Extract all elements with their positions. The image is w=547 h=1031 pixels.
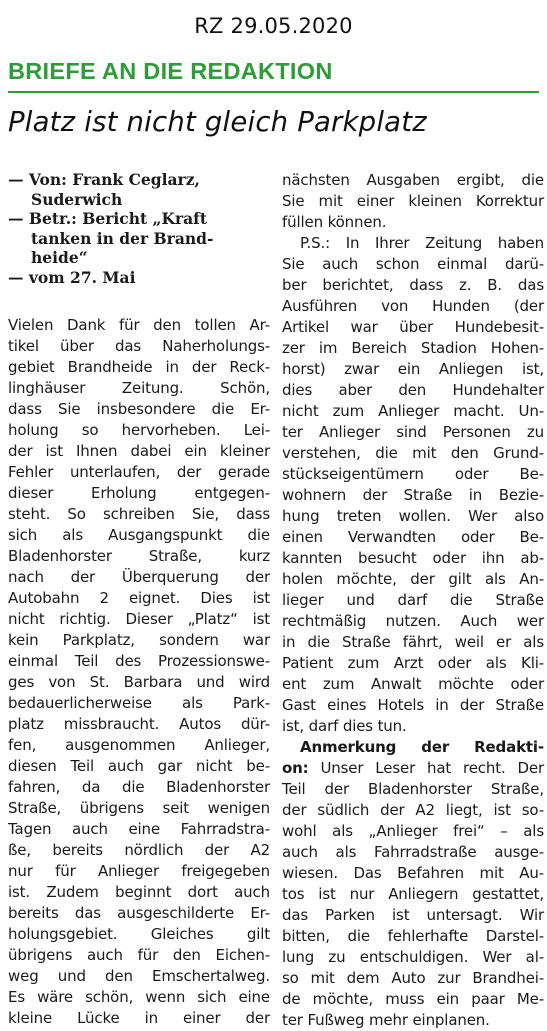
text-line: ist, darf dies tun. xyxy=(282,717,407,735)
text-line: Sie mit einer kleinen Korrektur xyxy=(282,192,544,210)
meta-line: — vom 27. Mai xyxy=(8,267,136,287)
text-line: wohnern der Straße in Bezie- xyxy=(282,486,544,504)
meta-line: Suderwich xyxy=(31,189,123,209)
meta-line: — Von: Frank Ceglarz, xyxy=(8,170,200,189)
text-line: übrigens auch für den Eichen- xyxy=(8,946,270,964)
text-line: nicht zum Anlieger macht. Un- xyxy=(282,402,544,420)
text-line: steht. So schreiben Sie, dass xyxy=(8,505,270,523)
text-line: Tagen auch eine Fahrradstra- xyxy=(8,820,270,838)
text-line: de möchte, muss ein paar Me- xyxy=(282,990,544,1008)
meta-line: tanken in der Brand- xyxy=(31,228,214,248)
text-line: Sie auch schon einmal darü- xyxy=(282,255,544,273)
text-line: weg und den Emschertalweg. xyxy=(8,967,270,985)
text-line: nach der Überquerung der xyxy=(8,568,270,586)
text-line: Vielen Dank für den tollen Ar- xyxy=(8,316,270,334)
text-line: verstehen, die mit den Grund- xyxy=(282,444,544,462)
text-line: ist. Zudem beginnt dort auch xyxy=(8,883,270,901)
text-line: kannten besucht oder ihn ab- xyxy=(282,549,544,567)
text-line: P.S.: In Ihrer Zeitung haben xyxy=(300,234,544,252)
text-line: holung so hervorheben. Lei- xyxy=(8,421,270,439)
text-line: ent zum Anwalt möchte oder xyxy=(282,675,544,693)
text-line: fen, ausgenommen Anlieger, xyxy=(8,736,270,754)
text-line: sich als Ausgangspunkt die xyxy=(8,526,270,544)
text-line: bitten, die fehlerhafte Darstel- xyxy=(282,927,544,945)
text-line: Teil der Bladenhorster Straße, xyxy=(282,780,544,798)
letter-body-continued xyxy=(282,170,544,233)
text-line: Es wäre schön, wenn sich eine xyxy=(8,988,270,1006)
text-line: ter Fußweg mehr einplanen. xyxy=(282,1011,490,1029)
text-line: das Parken ist untersagt. Wir xyxy=(282,906,544,924)
editor-note xyxy=(282,737,544,1031)
text-line: füllen können. xyxy=(282,213,387,231)
editor-note-label-end: on: xyxy=(282,759,309,777)
meta-line: — Betr.: Bericht „Kraft xyxy=(8,209,207,228)
text-line: platz missbraucht. Autos dür- xyxy=(8,715,270,733)
meta-line: heide“ xyxy=(31,248,88,267)
text-line: linghäuser Zeitung. Schön, xyxy=(8,379,270,397)
text-line: kein Parkplatz, sondern war xyxy=(8,631,270,649)
text-line: Artikel war über Hundebesit- xyxy=(282,318,544,336)
text-line: horst) zwar ein Anliegen ist, xyxy=(282,360,544,378)
text-line: dieser Erholung entgegen- xyxy=(8,484,270,502)
text-line: Gast eines Hotels in der Straße xyxy=(282,696,544,714)
text-line: so mit dem Auto zur Brandhei- xyxy=(282,969,544,987)
text-line: ße, bereits nördlich der A2 xyxy=(8,841,270,859)
text-line: Straße, übrigens seit wenigen xyxy=(8,799,270,817)
text-line: tikel über das Naherholungs- xyxy=(8,337,270,355)
text-line: holungsgebiet. Gleiches gilt xyxy=(8,925,270,943)
text-line: dies aber den Hundehalter xyxy=(282,381,544,399)
text-line: wiesen. Das Befahren mit Au- xyxy=(282,864,544,882)
text-line: einmal Teil des Prozessionswe- xyxy=(8,652,270,670)
text-line: Fehler unterlaufen, der gerade xyxy=(8,463,270,481)
text-line: ter Anlieger sind Personen zu xyxy=(282,423,544,441)
text-line: zer im Bereich Stadion Hohen- xyxy=(282,339,544,357)
section-title: BRIEFE AN DIE REDAKTION xyxy=(8,58,333,84)
text-line: stückseigentümern oder Be- xyxy=(282,465,544,483)
text-line: auch als Fahrradstraße ausge- xyxy=(282,843,544,861)
text-line: nur für Anlieger freigegeben xyxy=(8,862,270,880)
text-line: nächsten Ausgaben ergibt, die xyxy=(282,171,544,189)
right-column xyxy=(282,170,544,1031)
text-line: rechtmäßig nutzen. Auch wer xyxy=(282,612,544,630)
text-line: Bladenhorster Straße, kurz xyxy=(8,547,270,565)
text-line: hung treten wollen. Wer also xyxy=(282,507,544,525)
section-divider xyxy=(8,91,539,93)
text-line: ber berichtet, dass z. B. das xyxy=(282,276,544,294)
text-line-rest: Unser Leser hat recht. Der xyxy=(308,759,544,777)
text-line: bereits das ausgeschilderte Er- xyxy=(8,904,270,922)
text-line: gebiet Brandheide in der Reck- xyxy=(8,358,270,376)
text-line xyxy=(282,758,544,779)
text-line: der ist Ihnen dabei ein kleiner xyxy=(8,442,270,460)
text-line: lung zu entschuldigen. Wer al- xyxy=(282,948,544,966)
letter-meta xyxy=(8,170,270,287)
text-line: Patient zum Arzt oder als Kli- xyxy=(282,654,544,672)
text-line: einen Verwandten oder Be- xyxy=(282,528,544,546)
left-column xyxy=(8,170,270,1029)
letter-body xyxy=(8,315,270,1029)
text-line: diesen Teil auch gar nicht be- xyxy=(8,757,270,775)
text-line: lieger und darf die Straße xyxy=(282,591,544,609)
dateline: RZ 29.05.2020 xyxy=(194,14,353,38)
editor-note-label: Anmerkung der Redakti- xyxy=(300,738,544,756)
text-line: Autobahn 2 eignet. Dies ist xyxy=(8,589,270,607)
text-line: Ausführen von Hunden (der xyxy=(282,297,544,315)
text-line: ges von St. Barbara und wird xyxy=(8,673,270,691)
text-line: holen möchte, der gilt als An- xyxy=(282,570,544,588)
text-line: fahren, da die Bladenhorster xyxy=(8,778,270,796)
editor-note-text xyxy=(282,779,544,1031)
postscript xyxy=(282,233,544,737)
text-line: kleine Lücke in einer der xyxy=(8,1009,270,1027)
text-line: dass Sie insbesondere die Er- xyxy=(8,400,270,418)
text-line: in die Straße fährt, weil er als xyxy=(282,633,544,651)
text-line: der südlich der A2 liegt, ist so- xyxy=(282,801,544,819)
headline: Platz ist nicht gleich Parkplatz xyxy=(8,106,427,138)
text-line: wohl als „Anlieger frei“ – als xyxy=(282,822,544,840)
text-line: tos ist nur Anliegern gestattet, xyxy=(282,885,544,903)
text-line: bedauerlicherweise als Park- xyxy=(8,694,270,712)
text-line: nicht richtig. Dieser „Platz“ ist xyxy=(8,610,270,628)
